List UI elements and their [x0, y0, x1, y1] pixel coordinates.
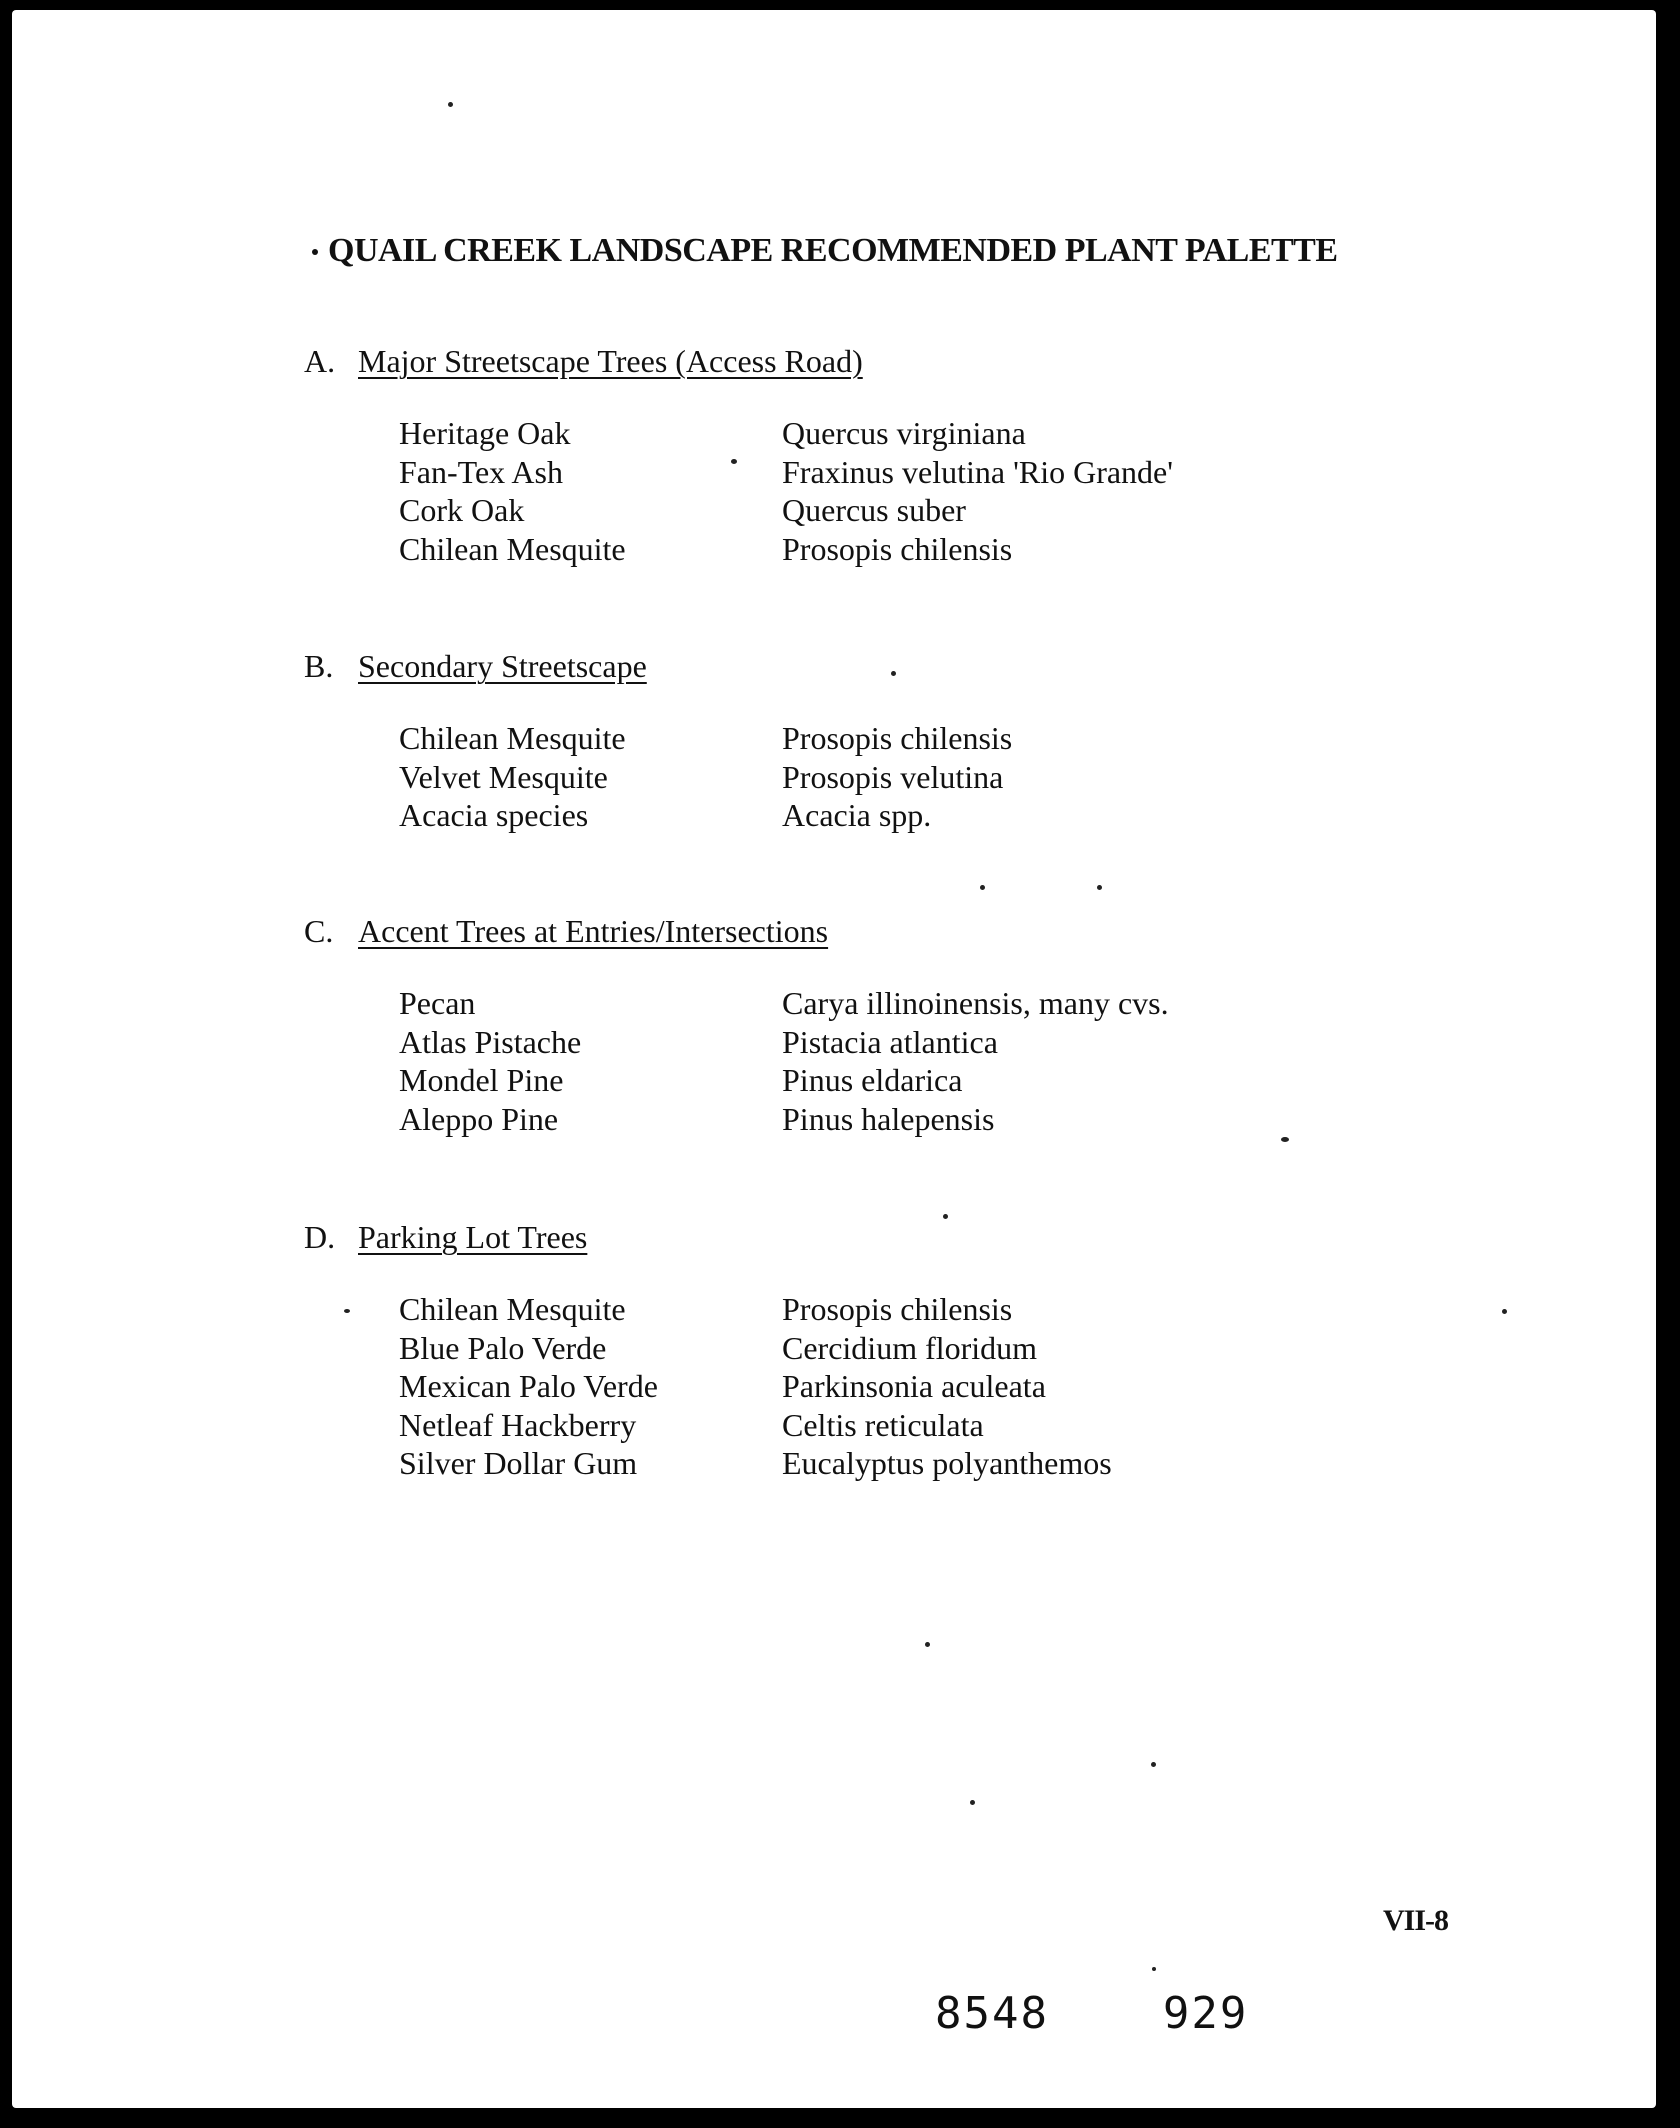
bullet-dot — [312, 249, 318, 255]
list-item — [304, 796, 1404, 835]
scan-speck — [344, 1309, 350, 1313]
section-letter: B. — [304, 648, 334, 684]
scan-speck — [1152, 1967, 1156, 1971]
common-name: Pecan — [399, 985, 476, 1021]
list-item — [304, 1023, 1404, 1062]
latin-name: Eucalyptus polyanthemos — [782, 1445, 1112, 1481]
latin-name: Prosopis velutina — [782, 758, 1004, 795]
common-name: Acacia species — [399, 797, 589, 833]
list-item — [304, 491, 1404, 530]
section-b — [304, 645, 1404, 835]
latin-name: Pinus halepensis — [782, 1100, 995, 1137]
scan-speck — [1097, 885, 1102, 890]
plant-list — [304, 984, 1404, 1138]
section-letter: C. — [304, 913, 334, 949]
list-item — [304, 1444, 1404, 1483]
common-name: Netleaf Hackberry — [399, 1406, 637, 1443]
scan-speck — [1281, 1137, 1289, 1142]
common-name: Chilean Mesquite — [399, 1291, 626, 1327]
latin-name: Fraxinus velutina 'Rio Grande' — [782, 453, 1174, 490]
list-item — [304, 719, 1404, 758]
list-item — [304, 414, 1404, 453]
plant-list — [304, 719, 1404, 835]
list-item — [304, 1061, 1404, 1100]
common-name: Atlas Pistache — [399, 1023, 582, 1060]
section-title: Secondary Streetscape — [358, 648, 647, 684]
common-name: Mexican Palo Verde — [399, 1368, 658, 1404]
common-name: Cork Oak — [399, 492, 525, 528]
scan-speck — [731, 459, 737, 464]
common-name: Heritage Oak — [399, 415, 571, 451]
common-name: Velvet Mesquite — [399, 758, 608, 795]
list-item — [304, 1367, 1404, 1406]
section-title: Major Streetscape Trees (Access Road) — [358, 343, 863, 379]
common-name: Silver Dollar Gum — [399, 1445, 638, 1481]
common-name: Blue Palo Verde — [399, 1329, 607, 1366]
common-name: Fan-Tex Ash — [399, 453, 563, 490]
section-heading — [304, 910, 1404, 952]
common-name: Aleppo Pine — [399, 1100, 559, 1137]
list-item — [304, 530, 1404, 569]
latin-name: Pistacia atlantica — [782, 1023, 998, 1060]
section-title: Parking Lot Trees — [358, 1219, 588, 1255]
latin-name: Prosopis chilensis — [782, 720, 1013, 756]
latin-name: Cercidium floridum — [782, 1329, 1038, 1366]
plant-list — [304, 414, 1404, 568]
section-c — [304, 910, 1404, 1138]
list-item — [304, 1290, 1404, 1329]
list-item — [304, 758, 1404, 797]
common-name: Chilean Mesquite — [399, 720, 626, 756]
section-title: Accent Trees at Entries/Intersections — [358, 913, 829, 949]
section-letter: A. — [304, 343, 336, 379]
section-d — [304, 1216, 1404, 1483]
scan-speck — [1151, 1762, 1156, 1767]
latin-name: Acacia spp. — [782, 797, 932, 833]
latin-name: Quercus virginiana — [782, 415, 1026, 451]
list-item — [304, 453, 1404, 492]
list-item — [304, 1100, 1404, 1139]
common-name: Chilean Mesquite — [399, 530, 626, 567]
latin-name: Pinus eldarica — [782, 1062, 963, 1098]
plant-list — [304, 1290, 1404, 1483]
document-title: QUAIL CREEK LANDSCAPE RECOMMENDED PLANT PALETTE — [328, 232, 1338, 269]
scan-speck — [980, 885, 985, 890]
latin-name: Parkinsonia aculeata — [782, 1368, 1046, 1404]
latin-name: Quercus suber — [782, 492, 966, 528]
section-heading — [304, 645, 1404, 687]
document-number: 8548 929 — [935, 1988, 1249, 2039]
scan-speck — [925, 1642, 930, 1647]
latin-name: Prosopis chilensis — [782, 530, 1013, 567]
scan-speck — [891, 671, 896, 676]
list-item — [304, 1329, 1404, 1368]
page-reference: VII-8 — [1383, 1904, 1449, 1937]
scan-speck — [943, 1214, 948, 1219]
section-letter: D. — [304, 1219, 336, 1255]
scan-speck — [448, 102, 453, 107]
list-item — [304, 1406, 1404, 1445]
latin-name: Prosopis chilensis — [782, 1291, 1013, 1327]
scan-speck — [1502, 1309, 1507, 1314]
scan-speck — [970, 1800, 975, 1805]
section-heading — [304, 1216, 1404, 1258]
list-item — [304, 984, 1404, 1023]
common-name: Mondel Pine — [399, 1062, 564, 1098]
section-a — [304, 340, 1404, 568]
latin-name: Carya illinoinensis, many cvs. — [782, 985, 1169, 1021]
section-heading — [304, 340, 1404, 382]
latin-name: Celtis reticulata — [782, 1406, 984, 1443]
